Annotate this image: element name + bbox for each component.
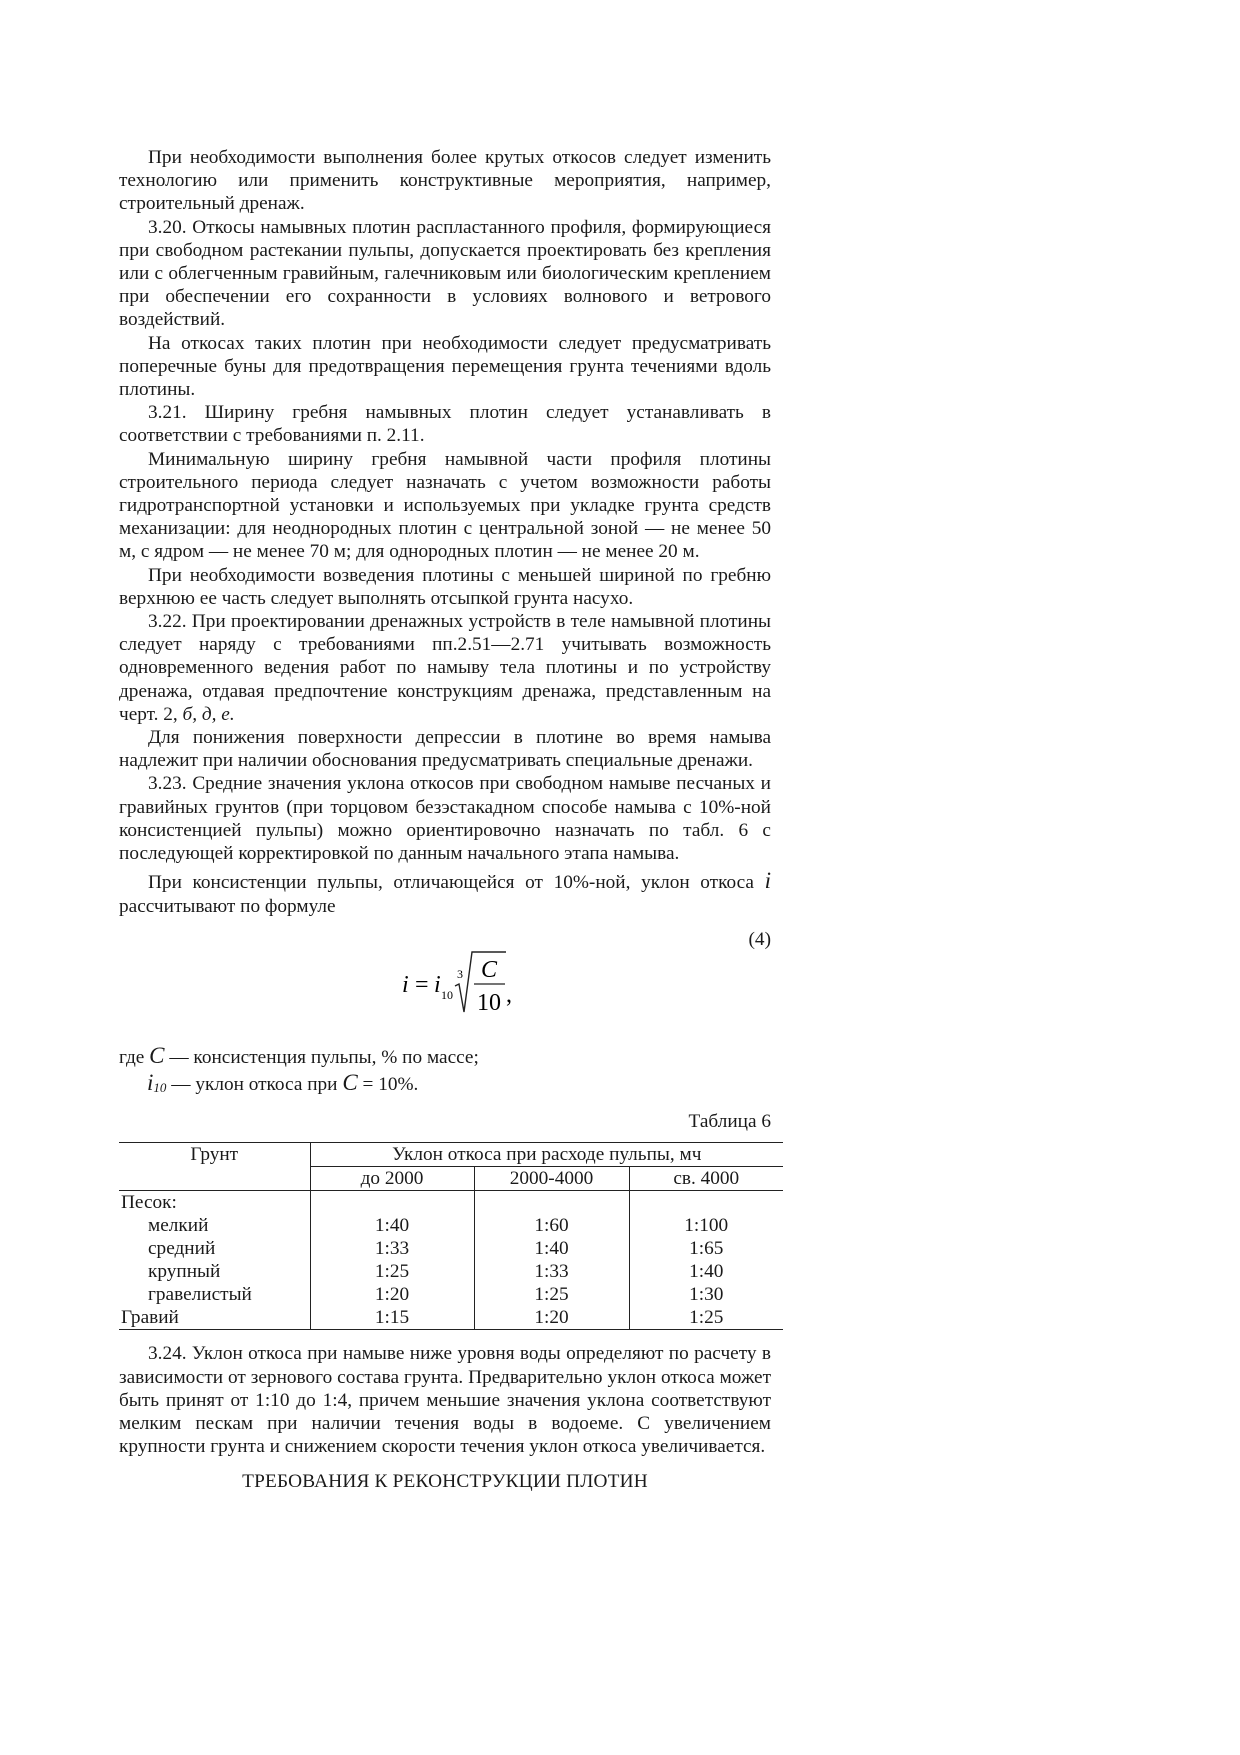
legend-c-symbol: C xyxy=(149,1042,165,1068)
formula-lhs: i xyxy=(402,971,409,998)
table-cell: 1:20 xyxy=(310,1283,474,1306)
table-cell: 1:20 xyxy=(474,1306,629,1330)
table-cell: 1:40 xyxy=(629,1260,783,1283)
legend-line-i10 xyxy=(119,1071,771,1099)
paragraph-3-20: 3.20. Откосы намывных плотин распластанного профиля, формирующиеся при свободном растекании пульпы, допускается проектировать без крепления или с облегченным гравийным, галечниковым или биологическим креплением при обеспечении его сохранности в условиях волнового и ветрового воздействий. xyxy=(119,216,771,331)
paragraph-formula-intro xyxy=(119,869,771,917)
table-caption: Таблица 6 xyxy=(688,1111,771,1133)
paragraph: На откосах таких плотин при необходимости следует предусматривать поперечные буны для предотвращения перемещения грунта течениями вдоль плотины. xyxy=(119,332,771,401)
legend-i-symbol: i xyxy=(147,1069,154,1095)
table-cell: 1:15 xyxy=(310,1306,474,1330)
table-row xyxy=(119,1214,783,1237)
row-label: средний xyxy=(148,1238,216,1260)
paragraph: При необходимости выполнения более крутых откосов следует изменить технологию или применить конструктивные мероприятия, например, строительный дренаж. xyxy=(119,147,771,215)
group-label: Песок: xyxy=(119,1191,310,1215)
table-group-row xyxy=(119,1191,783,1215)
paragraph-3-21: 3.21. Ширину гребня намывных плотин следует устанавливать в соответствии с требованиями п. 2.11. xyxy=(119,402,771,447)
table-cell: 1:60 xyxy=(474,1214,629,1237)
legend-line-c xyxy=(119,1044,771,1069)
formula-block xyxy=(119,926,771,1038)
legend-i-desc: — уклон откоса при xyxy=(171,1073,338,1095)
formula-equals: = xyxy=(415,971,429,998)
header-col: 2000-4000 xyxy=(474,1167,629,1191)
legend-i-desc-end: = 10%. xyxy=(362,1073,419,1095)
header-col: св. 4000 xyxy=(629,1167,783,1191)
formula-comma: , xyxy=(506,981,512,1008)
formula xyxy=(402,944,532,1024)
paragraph-text: 3.22. При проектировании дренажных устройств в теле намывной плотины следует наряду с требованиями пп.2.51—2.71 учитывать возможность одновременного ведения работ по намыву тела плотины и по устройству дренажа, отдавая предпочтение конструкциям дренажа, представленным на черт. 2, xyxy=(119,611,771,725)
table-cell: 1:40 xyxy=(310,1214,474,1237)
slope-symbol: i xyxy=(764,868,771,894)
table-cell: 1:25 xyxy=(629,1306,783,1330)
formula-svg xyxy=(402,944,532,1024)
formula-numerator: C xyxy=(481,956,498,983)
table-header-row xyxy=(119,1143,783,1167)
table-cell: 1:33 xyxy=(474,1260,629,1283)
formula-root-index: 3 xyxy=(457,966,463,981)
formula-coef-subscript: 10 xyxy=(441,987,453,1002)
header-group: Уклон откоса при расходе пульпы, мч xyxy=(310,1143,783,1167)
table-row xyxy=(119,1260,783,1283)
formula-coef: i xyxy=(434,971,441,998)
section-heading: ТРЕБОВАНИЯ К РЕКОНСТРУКЦИИ ПЛОТИН xyxy=(242,1471,648,1493)
slope-table xyxy=(119,1142,783,1330)
paragraph: Минимальную ширину гребня намывной части профиля плотины строительного периода следует назначать с учетом возможности работы гидротранспортной установки и используемых при укладке грунта средств механизации: для неоднородных плотин с центральной зоной — не менее 50 м, с ядром — не менее 70 м; для однородных плотин — не менее 20 м. xyxy=(119,448,771,563)
table-cell: 1:33 xyxy=(310,1237,474,1260)
table-cell: 1:25 xyxy=(474,1283,629,1306)
paragraph-text: рассчитывают по формуле xyxy=(119,895,336,917)
legend-prefix: где xyxy=(119,1046,145,1068)
paragraph: При необходимости возведения плотины с меньшей шириной по гребню верхнюю ее часть следует выполнять отсыпкой грунта насухо. xyxy=(119,564,771,609)
row-label: Гравий xyxy=(119,1306,310,1330)
header-soil: Грунт xyxy=(119,1143,310,1191)
paragraph-3-22 xyxy=(119,610,771,726)
header-col: до 2000 xyxy=(310,1167,474,1191)
formula-number: (4) xyxy=(748,928,771,950)
table-cell: 1:25 xyxy=(310,1260,474,1283)
legend-i-c-symbol: C xyxy=(342,1069,358,1095)
formula-denominator: 10 xyxy=(477,989,501,1016)
table-cell: 1:30 xyxy=(629,1283,783,1306)
document-page xyxy=(119,146,771,1494)
paragraph-text: При консистенции пульпы, отличающейся от 10%-ной, уклон откоса xyxy=(148,872,754,894)
paragraph: Для понижения поверхности депрессии в плотине во время намыва надлежит при наличии обоснования предусматривать специальные дренажи. xyxy=(119,727,771,772)
paragraph-3-23: 3.23. Средние значения уклона откосов при свободном намыве песчаных и гравийных грунтов (при торцовом безэстакадном способе намыва с 10%-ной консистенцией пульпы) можно ориентировочно назначать по табл. 6 с последующей корректировкой по данным начального этапа намыва. xyxy=(119,773,771,865)
table-row xyxy=(119,1306,783,1330)
table-row xyxy=(119,1283,783,1306)
paragraph-italic-text: б, д, е. xyxy=(182,703,235,725)
legend-i-subscript: 10 xyxy=(153,1079,167,1095)
legend-c-desc: — консистенция пульпы, % по массе; xyxy=(169,1046,479,1068)
row-label: крупный xyxy=(148,1261,221,1283)
table-row xyxy=(119,1237,783,1260)
formula-legend xyxy=(119,1044,771,1099)
table-cell: 1:40 xyxy=(474,1237,629,1260)
row-label: мелкий xyxy=(148,1215,209,1237)
row-label: гравелистый xyxy=(148,1284,252,1306)
table-cell: 1:65 xyxy=(629,1237,783,1260)
table-cell: 1:100 xyxy=(629,1214,783,1237)
paragraph-3-24: 3.24. Уклон откоса при намыве ниже уровня воды определяют по расчету в зависимости от зернового состава грунта. Предварительно уклон откоса может быть принят от 1:10 до 1:4, причем меньшие значения уклона соответствуют мелким пескам при наличии течения воды в водоеме. С увеличением крупности грунта и снижением скорости течения уклон откоса увеличивается. xyxy=(119,1343,771,1458)
